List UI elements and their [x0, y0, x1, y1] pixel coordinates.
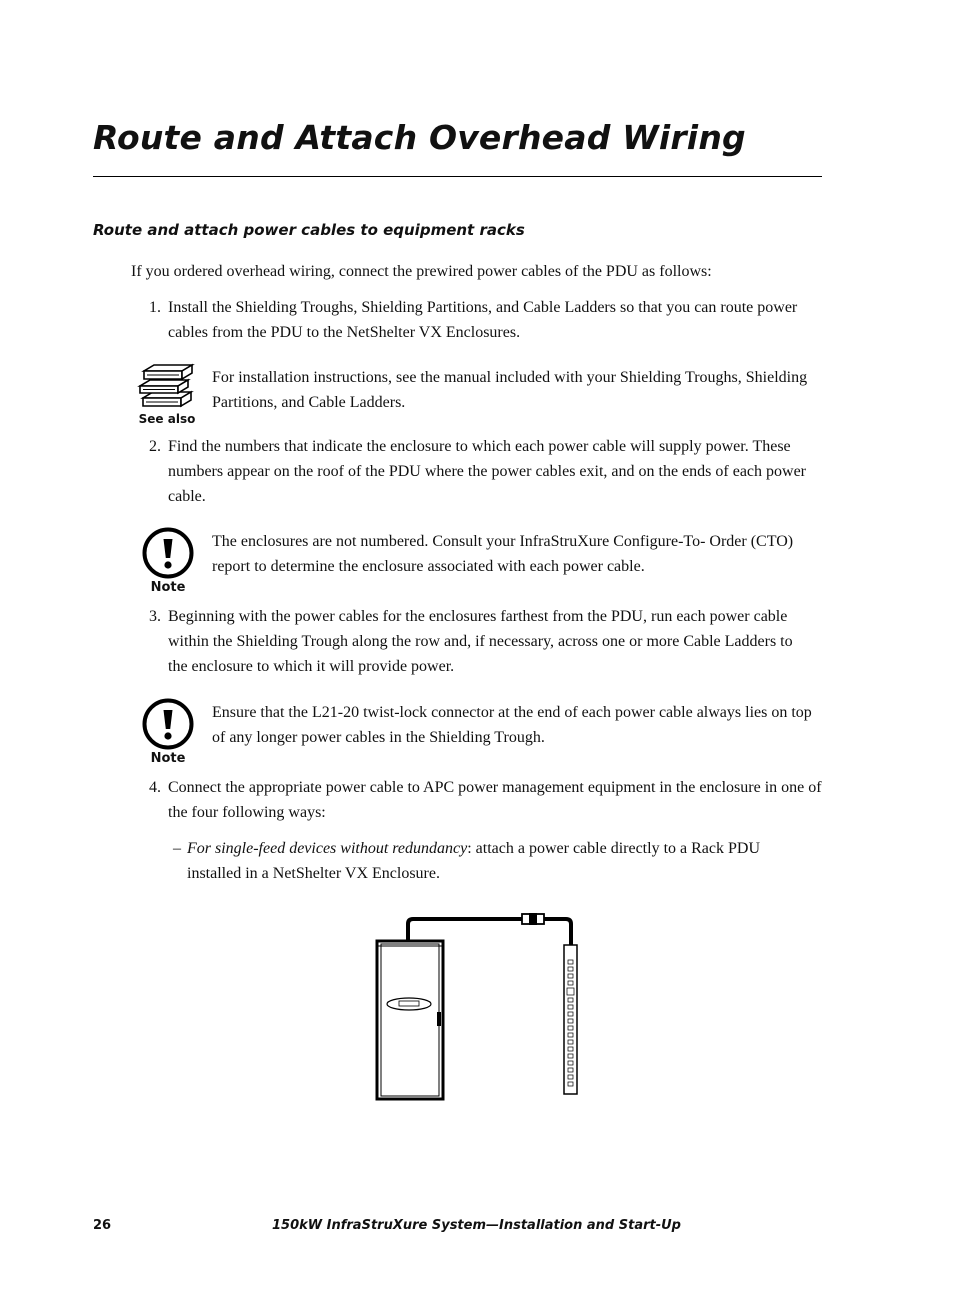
- enclosure-rack-pdu-illustration: [370, 910, 590, 1106]
- step-text: Install the Shielding Troughs, Shielding Partitions, and Cable Ladders so that you can route power cables from the PDU to the NetShelter VX Enclosures.: [168, 299, 798, 341]
- sub-item-dash: –: [173, 840, 181, 857]
- exclamation-circle-icon: [141, 697, 195, 751]
- intro-paragraph: If you ordered overhead wiring, connect the prewired power cables of the PDU as follows:: [131, 263, 712, 280]
- books-icon: [137, 362, 195, 414]
- sub-item-emphasis: For single-feed devices without redundancy: [187, 840, 468, 857]
- section-subtitle: Route and attach power cables to equipment racks: [93, 221, 525, 239]
- step-number: 2.: [149, 438, 161, 455]
- step-text: Beginning with the power cables for the enclosures farthest from the PDU, run each power cable within the Shielding Trough along the row and, if necessary, across one or more Cable Ladders to the enclosure to which it will provide power.: [168, 608, 793, 675]
- step-text: Connect the appropriate power cable to APC power management equipment in the enclosure in one of the four following ways:: [168, 779, 822, 821]
- step-number: 4.: [149, 779, 161, 796]
- step-text: Find the numbers that indicate the enclosure to which each power cable will supply power. These numbers appear on the roof of the PDU where the power cables exit, and on the ends of each power cable.: [168, 438, 806, 505]
- page-title: Route and Attach Overhead Wiring: [93, 118, 746, 157]
- note-text: Ensure that the L21-20 twist-lock connector at the end of each power cable always lies on top of any longer power cables in the Shielding Trough.: [212, 704, 812, 746]
- footer-page-number: 26: [93, 1218, 112, 1233]
- title-divider: [93, 176, 822, 177]
- sub-item-rest: : attach a power cable directly to a Rack PDU installed in a NetShelter VX Enclosure.: [187, 840, 760, 882]
- note-label: Note: [150, 751, 186, 766]
- note-text: The enclosures are not numbered. Consult your InfraStruXure Configure-To- Order (CTO) report to determine the enclosure associated with each power cable.: [212, 533, 794, 575]
- note-label: Note: [150, 580, 186, 595]
- footer-document-title: 150kW InfraStruXure System—Installation and Start-Up: [272, 1218, 681, 1233]
- step-number: 1.: [149, 299, 161, 316]
- see-also-text: For installation instructions, see the manual included with your Shielding Troughs, Shielding Partitions, and Cable Ladders.: [212, 369, 808, 411]
- sub-item-text: [187, 836, 817, 886]
- see-also-label: See also: [138, 412, 196, 426]
- step-number: 3.: [149, 608, 161, 625]
- exclamation-circle-icon: [141, 526, 195, 580]
